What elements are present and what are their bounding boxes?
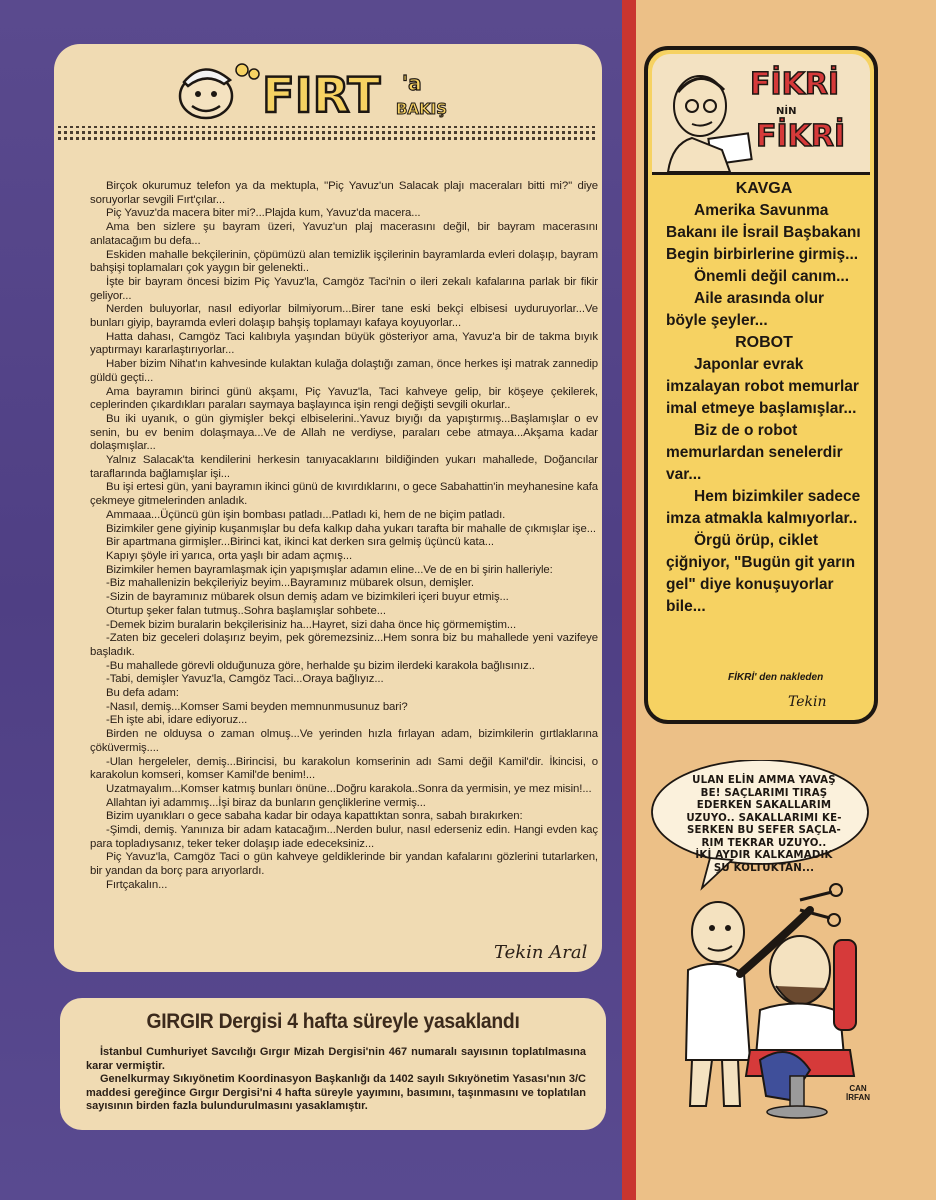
firt-signature: Tekin Aral <box>494 942 588 963</box>
firt-paragraph: Bizimkiler hemen bayramlaşmak için yapışmışlar adamın eline...Ve de en bi şirin halleriyle: <box>106 563 553 576</box>
firt-paragraph: -Bu mahallede görevli olduğunuza göre, herhalde şu bizim ilerdeki karakola bağlısınız.. <box>106 659 535 672</box>
fikri-signature: Tekin <box>788 694 827 710</box>
firt-logo-art <box>164 50 484 130</box>
firt-paragraph: Allahtan iyi adammış...İşi biraz da bunların gençliklerine vermiş... <box>106 796 426 809</box>
firt-paragraph: Yalnız Salacak'ta kendilerini herkesin tanıyacaklarını bildiğinden yukarı mahallede, Doğancılar taraflarında bağlamışlar işi... <box>90 454 598 480</box>
firt-paragraph: Bizim uyanıkları o gece sabaha kadar bir odaya kapattıktan sonra, sabah bırakırken: <box>106 810 523 823</box>
checkered-divider <box>58 126 598 140</box>
fikri-paragraph: Hem bizimkiler sadece imza atmakla kalmıyorlar.. <box>666 488 861 527</box>
speech-bubble-text <box>664 775 864 875</box>
firt-paragraph: -Zaten biz geceleri dolaşırız beyim, pek göremezsiniz...Hem sonra biz bu mahallede yeni vazifeye başladık. <box>90 632 598 658</box>
firt-paragraph: -Sizin de bayramınız mübarek olsun demiş adam ve bizimkileri içeri buyur etmiş... <box>106 591 509 604</box>
firt-paragraph: Bu defa adam: <box>106 687 179 700</box>
firt-paragraph: Birden ne olduysa o zaman olmuş...Ve yerinden hızla fırlayan adam, bizimkilerin gırtlaklarına çöküvermiş.... <box>90 728 598 754</box>
firt-paragraph: -Biz mahallenizin bekçileriyiz beyim...Bayramınız mübarek olsun, demişler. <box>106 577 474 590</box>
firt-paragraph: Oturtup şeker falan tutmuş..Sohra başlamışlar sohbete... <box>106 604 386 617</box>
fikri-header-art <box>652 54 870 172</box>
fikri-header <box>652 54 870 175</box>
firt-paragraph: Ama bayramın birinci günü akşamı, Piç Yavuz'la, Taci kahveye gelip, bir köşeye çekilerek, ceplerinden çıkardıkları paraları saymaya başlayınca işin rengi değişti sevgili okurlar.. <box>90 385 598 412</box>
firt-paragraph: Kapıyı şöyle iri yarıca, orta yaşlı bir adam açmış... <box>106 549 353 562</box>
firt-paragraph: Bu işi ertesi gün, yani bayramın ikinci günü de kıvırdıklarını, o gece Sabahattin'in meyhanesine kafa çekmeye gitmelerinden anladık. <box>90 481 598 508</box>
fikri-paragraph: Biz de o robot memurlardan senelerdir var... <box>666 422 843 483</box>
firt-paragraph: -Ulan hergeleler, demiş...Birincisi, bu karakolun komserinin adı Sami değil Kamil'dir. İkincisi, o karakolun komseri, komser Kamil'de benim!... <box>90 755 598 782</box>
news-paragraph: İstanbul Cumhuriyet Savcılığı Gırgır Mizah Dergisi'nin 467 numaralı sayısının toplatılmasına karar vermiştir. <box>86 1046 586 1072</box>
firt-paragraph: -Tabi, demişler Yavuz'la, Camgöz Taci...Oraya bağlıyız... <box>106 673 384 686</box>
firt-paragraph: -Şimdi, demiş. Yanınıza bir adam katacağım...Nerden bulur, nasıl ederseniz edin. Hangi evden kaç para topladıysanız, teker teker dolaşıp iade edeceksiniz... <box>90 824 598 850</box>
firt-paragraph: Bu iki uyanık, o gün giymişler bekçi elbiselerini..Yavuz bıyığı da yapıştırmış...Başlamışlar o ev senin, bu ev benim dolaşmaya...Ve de Allah ne verdiyse, paraları cebe atmaya...Akşama kadar dolaşmışlar... <box>90 412 598 453</box>
fikri-logo-top: FİKRİ <box>750 67 840 102</box>
news-body-text <box>86 1046 586 1114</box>
firt-paragraph: Ammaaa...Üçüncü gün işin bombası patladı...Patladı ki, hem de ne biçim patladı. <box>106 508 506 521</box>
speech-bubble-line: İKİ AYDIR KALKAMADIK <box>695 850 833 861</box>
cartoon-artist: CAN İRFAN <box>846 1084 870 1102</box>
news-paragraph: Genelkurmay Sıkıyönetim Koordinasyon Başkanlığı da 1402 sayılı Sıkıyönetim Yasası'nın 3/C maddesi gereğince Gırgır Dergisi'ni 4 hafta süreyle yayımını, basımını, taşınmasını ve toplatılan sayısının birden fazla bulundurulmasını yasaklamıştır. <box>86 1073 586 1112</box>
speech-bubble-line: UZUYO.. SAKALLARIMI KE- <box>686 812 842 824</box>
fikri-logo-bottom: FİKRİ <box>756 119 846 154</box>
firt-paragraph: Hatta dahası, Camgöz Taci kalıbıyla yaşından büyük gösteriyor ama, Yavuz'a bir de takma bıyık yaptırmayı kararlaştırıyorlar... <box>90 330 598 357</box>
speech-bubble-line: ULAN ELİN AMMA YAVAŞ <box>692 775 836 786</box>
news-headline: GIRGIR Dergisi 4 hafta süreyle yasaklandı <box>146 1010 520 1033</box>
firt-paragraph: Bir apartmana girmişler...Birinci kat, ikinci kat derken sıra gelmiş üçüncü kata... <box>106 536 494 549</box>
fikri-paragraph: Amerika Savunma Bakanı ile İsrail Başbakanı Begin birbirlerine girmiş... <box>666 202 861 263</box>
firt-logo-suffix: 'a <box>402 71 422 95</box>
fikri-source: FİKRİ' den nakleden <box>728 672 824 683</box>
fikrinin-fikri-box <box>644 46 878 724</box>
fikri-body-text <box>666 178 862 618</box>
firt-paragraph: -Nasıl, demiş...Komser Sami beyden memnunmusunuz bari? <box>106 700 408 713</box>
firt-logo-main: FIRT <box>262 68 381 124</box>
fikri-paragraph: Örgü örüp, ciklet çiğniyor, "Bugün git yarın gel" diye konuşuyorlar bile... <box>666 532 856 615</box>
fikri-section-title: KAVGA <box>735 180 793 197</box>
firt-paragraph: Birçok okurumuz telefon ya da mektupla, ''Piç Yavuz'un Salacak plajı maceraları bitti mi?'' diye soruyorlar sevgili Fırt'çılar... <box>90 180 598 206</box>
firt-paragraph: Nerden buluyorlar, nasıl ediyorlar bilmiyorum...Birer tane eski bekçi elbisesi uyduruyorlar...Ve bunları giyip, bayramda evleri dolaşıp bahşiş toplamayı kafaya koyuyorlar... <box>90 303 598 330</box>
firt-paragraph: Uzatmayalım...Komser katmış bunları önüne...Doğru karakola..Sonra da yermisin, ye mez misin!... <box>106 782 592 795</box>
firt-paragraph: Bizimkiler gene giyinip kuşanmışlar bu defa kalkıp daha yukarı tarafta bir mahalle de çıkmışlar işe... <box>106 522 596 535</box>
red-divider <box>622 0 636 1200</box>
firt-paragraph: Haber bizim Nihat'ın kahvesinde kulaktan kulağa dolaştığı zaman, önce herkes işi matrak zannedip güldü geçti... <box>90 358 598 384</box>
firt-paragraph: -Eh işte abi, idare ediyoruz... <box>106 714 248 727</box>
speech-bubble-line: SERKEN BU SEFER SAÇLA- <box>687 825 841 836</box>
firt-paragraph: Fırtçakalın... <box>106 878 168 891</box>
fikri-paragraph: Japonlar evrak imzalayan robot memurlar imal etmeye başlamışlar... <box>666 356 859 417</box>
fikri-logo-mid: NİN <box>776 106 797 117</box>
fikri-paragraph: Önemli değil canım... <box>694 268 850 285</box>
firt-paragraph: -Demek bizim buralarin bekçilerisiniz ha...Hayret, sizi daha önce hiç görmemiştim... <box>106 618 517 631</box>
speech-bubble-line: RIM TEKRAR UZUYO.. <box>701 837 827 849</box>
firt-logo-sub: BAKIŞ <box>396 100 448 118</box>
ban-news-box <box>60 998 606 1130</box>
fikri-paragraph: Aile arasında olur böyle şeyler... <box>666 290 825 329</box>
speech-bubble-line: ŞU KOLTUKTAN... <box>713 862 815 874</box>
firt-paragraph: Ama ben sizlere şu bayram üzeri, Yavuz'un plaj macerasını değil, bir bayram macerasını anlatacağım bu defa... <box>90 221 598 247</box>
fikri-section-title: ROBOT <box>735 334 793 351</box>
firt-paragraph: Piç Yavuz'da macera biter mi?...Plajda kum, Yavuz'da macera... <box>106 207 421 220</box>
firt-paragraph: Eskiden mahalle bekçilerinin, çöpümüzü alan temizlik işçilerinin bayramlarda evleri dolaşıp, bayram bahşişi toplamaları çok yaygın bir gelenekti.. <box>90 248 598 275</box>
firt-paragraph: Piç Yavuz'la, Camgöz Taci o gün kahveye geldiklerinde bir yandan kafalarını gözlerini tutarlarken, bir yandan da borç para arıyorlardı. <box>90 851 598 878</box>
firt-a-bakis-article <box>54 44 602 972</box>
speech-bubble-line: EDERKEN SAKALLARIM <box>696 800 832 811</box>
firt-logo <box>164 50 484 130</box>
speech-bubble-line: BE! SAÇLARIMI TIRAŞ <box>700 787 828 799</box>
firt-paragraph: İşte bir bayram öncesi bizim Piç Yavuz'la, Camgöz Taci'nin o ileri zekalı kafalarına parlak bir fikir geliyor... <box>90 275 598 302</box>
firt-body-text <box>90 180 598 893</box>
